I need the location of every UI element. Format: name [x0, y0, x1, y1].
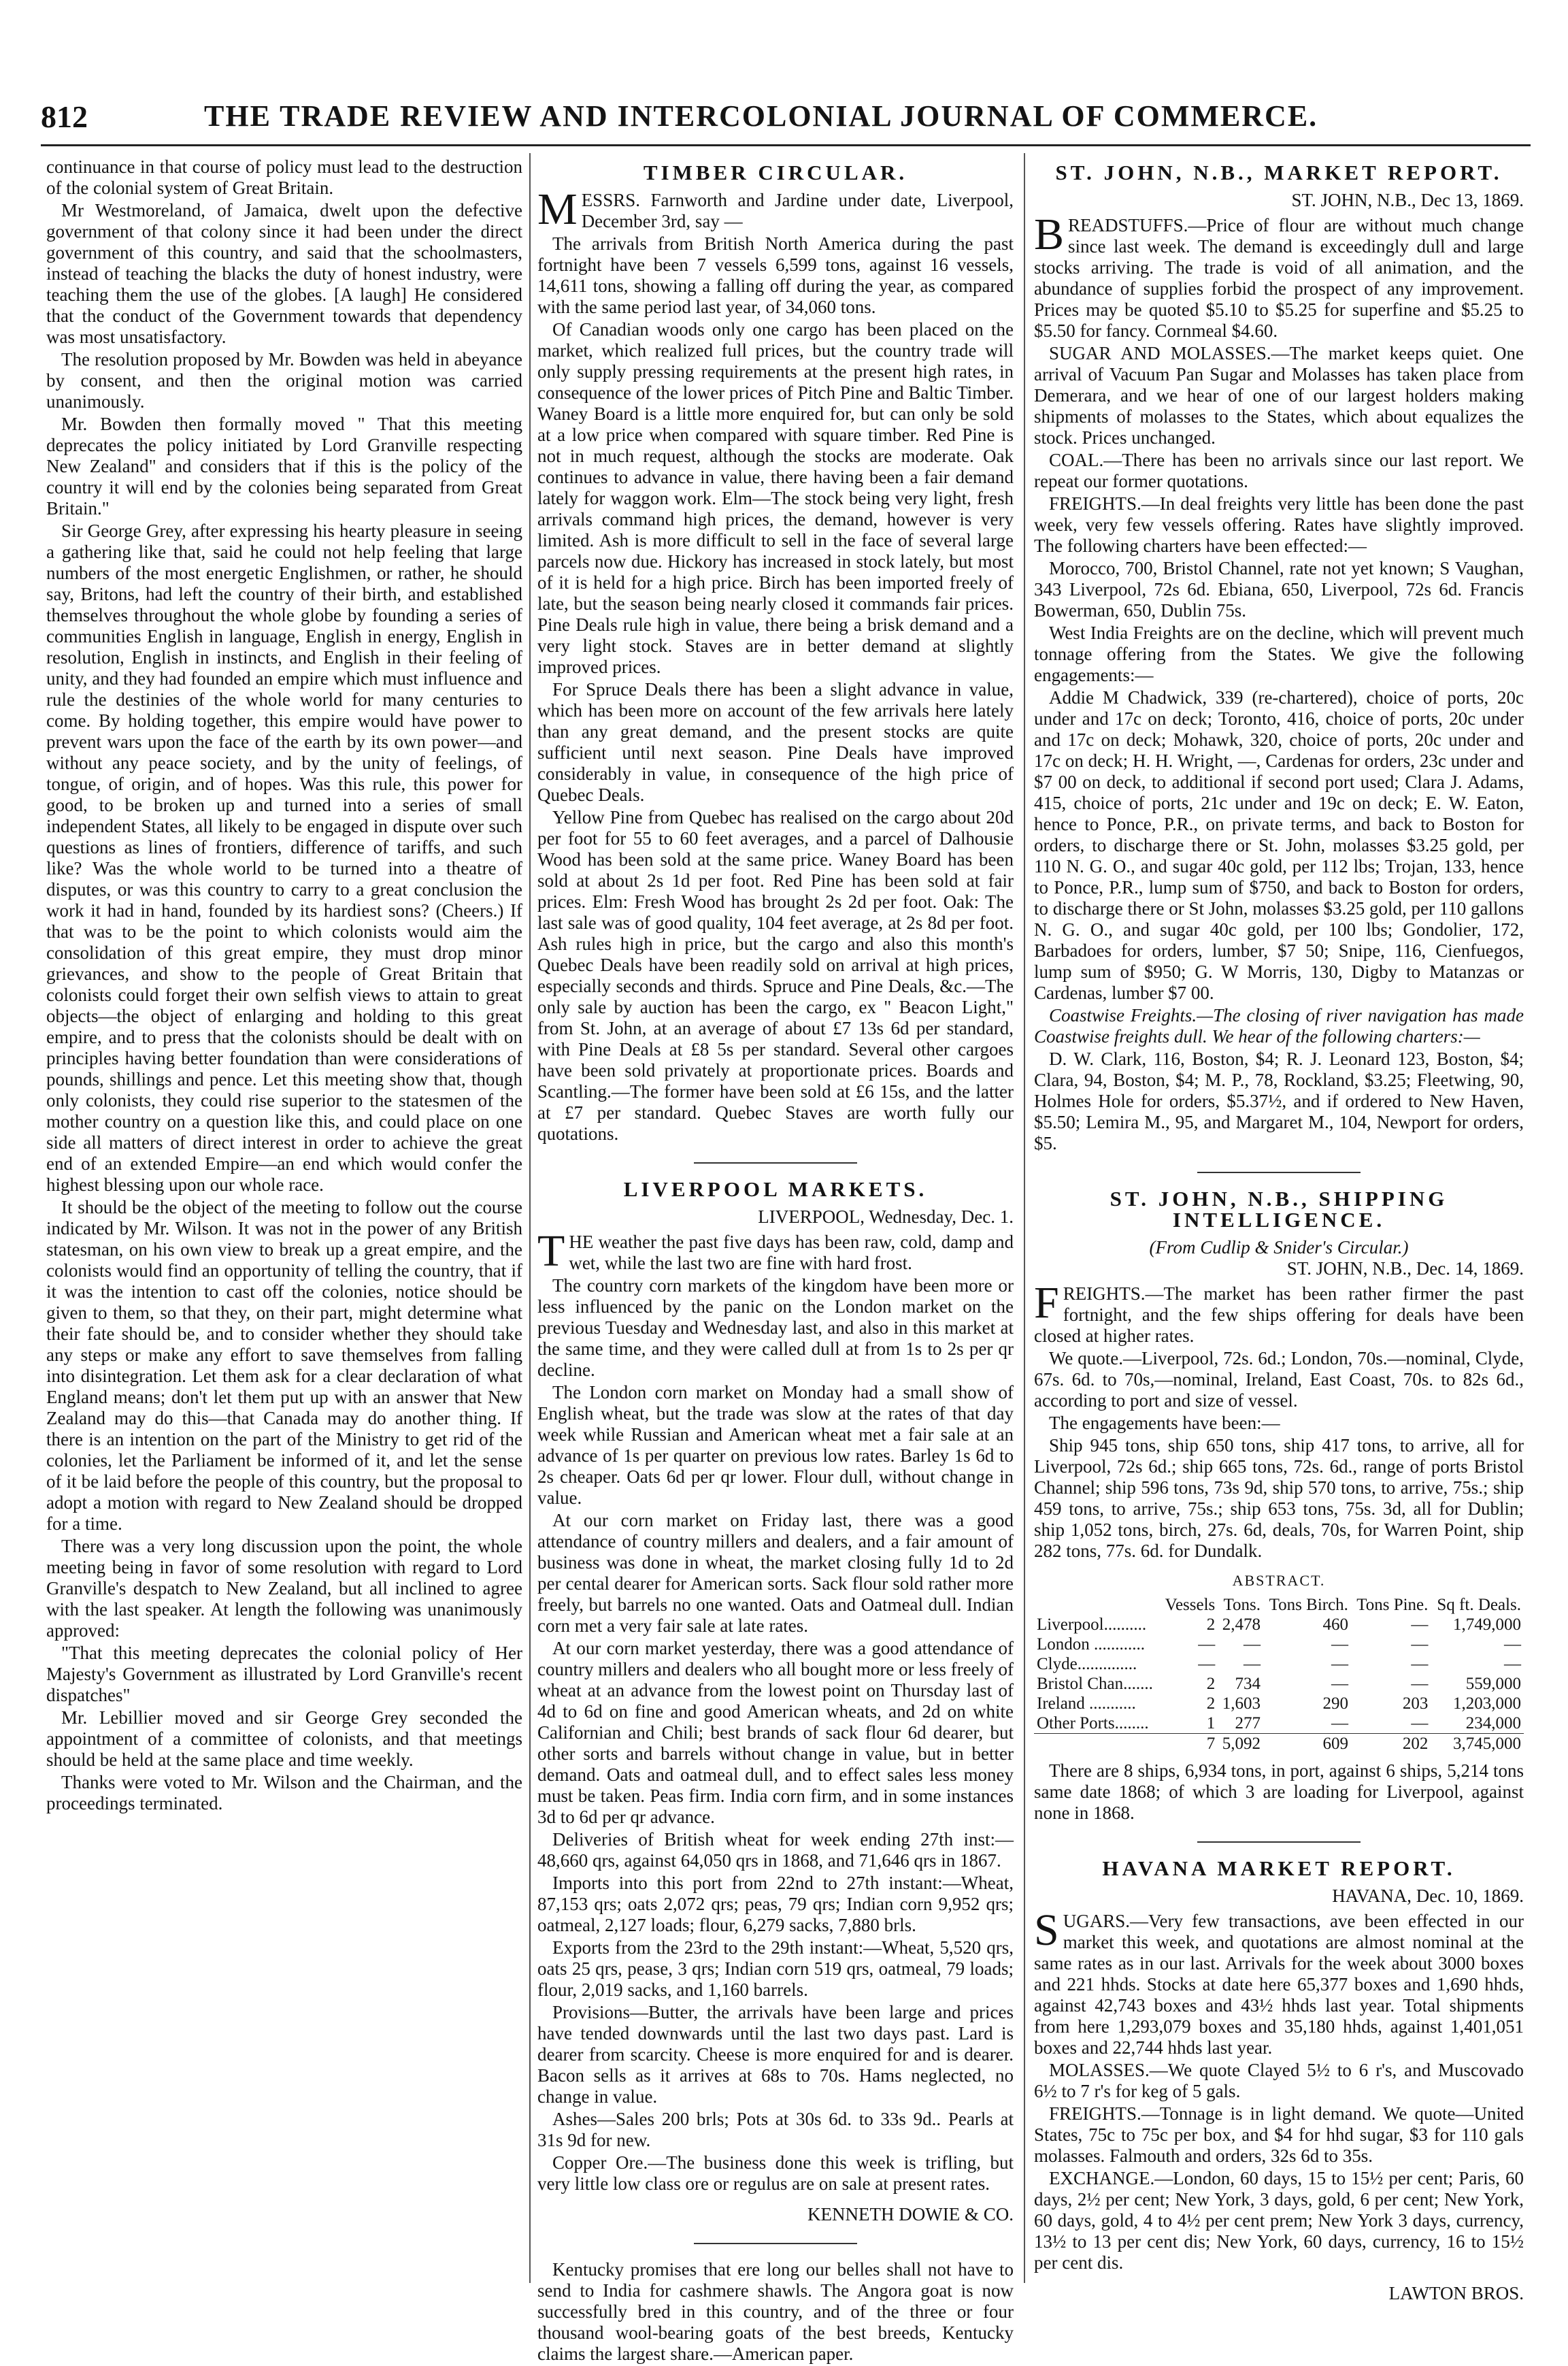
article-paragraph: Coastwise Freights.—The closing of river navigation has made Coastwise freights dull. We hear of the following charters:— — [1034, 1005, 1524, 1047]
article-paragraph: The country corn markets of the kingdom have been more or less influenced by the panic on the London market on the previous Tuesday and Wednesday last, and also in this market at the same time, and they were called dull at from 1s to 2s per qr decline. — [537, 1275, 1014, 1380]
article-paragraph: The arrivals from British North America during the past fortnight have been 7 vessels 6,599 tons, against 16 vessels, 14,611 tons, showing a falling off during the year, as compared with the same period last year, of 34,060 tons. — [537, 233, 1014, 317]
article-paragraph: D. W. Clark, 116, Boston, $4; R. J. Leonard 123, Boston, $4; Clara, 94, Boston, $4; M. P., 78, Rockland, $3.25; Fleetwing, 90, Holmes Hole for orders, $5.37½, and if ordered to New Haven, $5.50; Lemira M., 95, and Margaret M., 104, Newport for orders, $5. — [1034, 1049, 1524, 1153]
article-paragraph: The London corn market on Monday had a small show of English wheat, but the trade was slow at the rates of that day week while Russian and American wheat met a fair sale at an advance of 1s per quarter on previous low rates. Barley 1s 6d to 2s cheaper. Oats 6d per qr lower. Flour dull, without change in value. — [537, 1382, 1014, 1508]
article-paragraph: Thanks were voted to Mr. Wilson and the Chairman, and the proceedings terminated. — [46, 1772, 522, 1813]
table-row — [1034, 1634, 1524, 1654]
article-paragraph: Provisions—Butter, the arrivals have been large and prices have tended downwards until the last two days past. Lard is dearer from scarcity. Cheese is more enquired for and is dearer. Bacon sells as it arrives at 68s to 70s. Hams neglected, no change in value. — [537, 2002, 1014, 2107]
article-paragraph: Mr Westmoreland, of Jamaica, dwelt upon the defective government of that colony since it had been under the direct government of this country, and said that the schoolmasters, instead of teaching the blacks the duty of honest industry, were teaching them the use of the globes. [A laugh] He considered that the conduct of the Government towards that dependency was most unsatisfactory. — [46, 200, 522, 347]
article-paragraph: FREIGHTS.—In deal freights very little has been done the past week, very few vessels offering. Rates have slightly improved. The following charters have been effected:— — [1034, 493, 1524, 556]
dateline: ST. JOHN, N.B., Dec 13, 1869. — [1291, 190, 1524, 210]
table-cell: — — [1331, 1635, 1348, 1654]
timber-circular-heading: TIMBER CIRCULAR. — [643, 161, 908, 184]
table-cell: 734 — [1235, 1675, 1261, 1693]
article-paragraph: At our corn market yesterday, there was a good attendance of country millers and dealers who all bought more or less freely of wheat at an advance from the lowest point on Thursday last of 4d to 6d on fine and good American wheats, and 2d on white Californian and Chili; best brands of sack flour 6d dearer, but other sorts and barrels without change in value, but in better demand. Oats and oatmeal dull, and to effect sales less money must be taken. Peas firm. India corn firm, and in some instances 3d to 6d per qr advance. — [537, 1638, 1014, 1827]
article-paragraph: Of Canadian woods only one cargo has been placed on the market, which realized full prices, but the country trade will only supply pressing requirements at the present high rates, in consequence of the lower prices of Pitch Pine and Baltic Timber. Waney Board is a little more enquired for, but can only be sold at a low price when compared with square timber. Red Pine is not in much request, although the stocks are moderate. Oak continues to advance in value, there having been a fair demand lately for waggon work. Elm—The stock being very light, fresh arrivals command high prices, the demand, however is very limited. Ash is more difficult to sell in the face of several large parcels now due. Hickory has increased in stock lately, but most of it is held for a high price. Birch has been imported freely of late, but the season being nearly closed it commands fair prices. Pine Deals rule high in value, there being a brisk demand and a very light stock. Staves are in better demand at slightly improved prices. — [537, 319, 1014, 677]
table-cell: 1 — [1206, 1714, 1216, 1732]
section-separator — [1197, 1841, 1361, 1843]
dateline: ST. JOHN, N.B., Dec. 14, 1869. — [1286, 1258, 1524, 1279]
table-cell: — — [1198, 1655, 1216, 1673]
table-cell: 559,000 — [1465, 1675, 1521, 1693]
liverpool-markets-heading: LIVERPOOL MARKETS. — [623, 1177, 928, 1201]
article-paragraph: Morocco, 700, Bristol Channel, rate not yet known; S Vaughan, 343 Liverpool, 72s 6d. Ebiana, 650, Liverpool, 72s 6d. Francis Bowerman, 650, Dublin 75s. — [1034, 558, 1524, 621]
article-paragraph: FREIGHTS.—Tonnage is in light demand. We quote—United States, 75c to 75c per box, and $4 for hhd sugar, $3 for 110 gals molasses. Falmouth and orders, 32s 6d to 35s. — [1034, 2103, 1524, 2166]
article-paragraph: FREIGHTS.—The market has been rather firmer the past fortnight, and the few ships offering for deals have been closed at higher rates. — [1034, 1278, 1524, 1346]
table-row — [1034, 1654, 1524, 1674]
article-paragraph: Sir George Grey, after expressing his hearty pleasure in seeing a gathering like that, said he could not help feeling that large numbers of the most energetic Englishmen, or rather, he should say, Britons, had left the country of their birth, and established themselves throughout the whole globe by founding a series of communities English in language, English in energy, English in resolution, English in instincts, and English in their feeling of unity, and they had founded an empire which must influence and rule the destinies of the whole world for many centuries to come. By holding together, this empire would have power to prevent wars upon the face of the earth by its own power—and without any peace society, and by the unity of feelings, of tongue, of origin, and of hopes. Was this rule, this power for good, to be broken up and turned into a series of small independent States, all likely to be engaged in dispute over such questions as lines of frontiers, difference of tariffs, and such like? Was the whole world to be turned into a theatre of disputes, or was this country to carry to a great conclusion the work it had in hand, founded by its hardiest sons? (Cheers.) If that was to be the point to which colonists would aim the consolidation of this great empire, they must drop minor grievances, and show to the people of Great Britain that colonists could forget their own selfish views to attain to great objects—the object of enlarging and holding to this great empire, and to press that the colonists should be dealt with on principles having better foundation than were considerations of pounds, shillings and pence. Let this meeting show that, though only colonists, they could rise superior to the statesmen of the mother country on a question like this, and could place on one side all matters of direct interest in order to achieve the great end of an extended Empire—an end which would confer the highest blessing upon our whole race. — [46, 521, 522, 1195]
page-header — [41, 99, 1531, 146]
signature: LAWTON BROS. — [1388, 2283, 1524, 2303]
table-cell: 609 — [1263, 1734, 1351, 1754]
subheading: (From Cudlip & Snider's Circular.) — [1149, 1237, 1409, 1258]
article-paragraph: MOLASSES.—We quote Clayed 5½ to 6 r's, and Muscovado 6½ to 7 r's for keg of 5 gals. — [1034, 2060, 1524, 2101]
table-cell: 5,092 — [1218, 1734, 1263, 1754]
article-paragraph: The engagements have been:— — [1049, 1413, 1280, 1433]
table-header-cell: Tons. — [1223, 1596, 1261, 1614]
signature: KENNETH DOWIE & CO. — [807, 2204, 1014, 2224]
table-header-cell: Tons Pine. — [1356, 1596, 1429, 1614]
table-cell: — — [1331, 1714, 1348, 1732]
table-cell: 2 — [1206, 1615, 1216, 1634]
table-header-cell: Sq ft. Deals. — [1437, 1596, 1521, 1614]
table-cell: — — [1504, 1655, 1521, 1673]
article-paragraph: The resolution proposed by Mr. Bowden was held in abeyance by consent, and then the original motion was carried unanimously. — [46, 349, 522, 412]
article-paragraph: Addie M Chadwick, 339 (re-chartered), choice of ports, 20c under and 17c on deck; Toronto, 416, choice of ports, 20c under and 17c on deck; Mohawk, 320, choice of ports, 20c under and 17c on deck; H. H. Wright, —, Cardenas for orders, 23c under and $7 00 on deck, to additional if second port used; Clara J. Adams, 415, choice of ports, 21c under and 19c on deck; E. W. Eaton, hence to Ponce, P.R., on private terms, and back to Boston for orders, to discharge there or St. John, molasses $3.25 gold, per 110 N. G. O., and sugar 40c gold, per 112 lbs; Trojan, 133, hence to Ponce, P.R., lump sum of $750, and back to Boston for orders, to discharge there or St John, molasses $3.25 gold, per 110 gallons N. G. O., and sugar 40c gold, per 100 lbs; Gondolier, 172, Barbadoes for orders, lumber, $7 50; Snipe, 116, Cienfuegos, lump sum of $950; G. W Morris, 130, Digby to Matanzas or Cardenas, lumber $7 00. — [1034, 687, 1524, 1003]
dateline: LIVERPOOL, Wednesday, Dec. 1. — [758, 1206, 1014, 1227]
table-cell: 2,478 — [1222, 1615, 1261, 1634]
stjohn-market-heading: ST. JOHN, N.B., MARKET REPORT. — [1055, 161, 1503, 184]
table-cell: — — [1331, 1675, 1348, 1693]
table-cell: — — [1411, 1635, 1429, 1654]
article-paragraph: Ashes—Sales 200 brls; Pots at 30s 6d. to 33s 9d.. Pearls at 31s 9d for new. — [537, 2109, 1014, 2150]
table-cell: — — [1411, 1714, 1429, 1732]
article-paragraph: For Spruce Deals there has been a slight advance in value, which has been more on account of the few arrivals here lately than any great demand, and the present stocks are quite sufficient until next season. Pine Deals have improved considerably in value, in consequence of the high price of Quebec Deals. — [537, 679, 1014, 805]
article-paragraph: We quote.—Liverpool, 72s. 6d.; London, 70s.—nominal, Clyde, 67s. 6d. to 70s,—nominal, Ireland, East Coast, 70s. to 82s 6d., according to port and size of vessel. — [1034, 1348, 1524, 1411]
article-paragraph: COAL.—There has been no arrivals since our last report. We repeat our former quotations. — [1034, 450, 1524, 491]
table-cell: — — [1331, 1655, 1348, 1673]
article-paragraph: SUGAR AND MOLASSES.—The market keeps quiet. One arrival of Vacuum Pan Sugar and Molasses has taken place from Demerara, and we hear of one of our largest holders making shipments of molasses to the States, which about equalizes the stock. Prices unchanged. — [1034, 343, 1524, 448]
havana-market-heading: HAVANA MARKET REPORT. — [1102, 1856, 1456, 1880]
table-cell: 7 — [1161, 1734, 1218, 1754]
article-paragraph: West India Freights are on the decline, which will prevent much tonnage offering from the States. We give the following engagements:— — [1034, 623, 1524, 685]
table-row — [1034, 1674, 1524, 1694]
table-cell: 203 — [1402, 1694, 1429, 1713]
table-cell: Bristol Chan....... — [1037, 1675, 1153, 1693]
article-paragraph: Imports into this port from 22nd to 27th instant:—Wheat, 87,153 qrs; oats 2,072 qrs; peas, 79 qrs; Indian corn 9,952 qrs; oatmeal, 2,127 loads; flour, 6,279 sacks, 7,880 brls. — [537, 1873, 1014, 1935]
table-cell: 2 — [1206, 1694, 1216, 1713]
header-rule — [41, 144, 1531, 146]
column-divider — [529, 153, 531, 2283]
table-row — [1034, 1713, 1524, 1734]
article-paragraph: Yellow Pine from Quebec has realised on the cargo about 20d per foot for 55 to 60 feet averages, and a parcel of Dalhousie Wood has been sold at the same price. Waney Board has been sold at about 2s 1d per foot. Red Pine has been sold at fair prices. Elm: Fresh Wood has brought 2s 2d per foot. Oak: The last sale was of good quality, 104 feet average, at 2s 8d per foot. Ash rules high in price, but the cargo and also this month's Quebec Deals have been readily sold on arrival at high prices, especially seconds and thirds. Spruce and Pine Deals, &c.—The only sale by auction has been the cargo, ex " Beacon Light," from St. John, at an average of about £7 13s 6d per standard, with Pine Deals at £8 5s per standard. Several other cargoes have been sold privately at proportionate prices. Boards and Scantling.—The former have been sold at £6 15s, and the latter at £7 per standard. Quebec Staves are worth fully our quotations. — [537, 807, 1014, 1144]
article-paragraph: Deliveries of British wheat for week ending 27th inst:—48,660 qrs, against 64,050 qrs in 1868, and 71,646 qrs in 1867. — [537, 1829, 1014, 1871]
table-cell: 1,203,000 — [1453, 1694, 1521, 1713]
article-paragraph: There was a very long discussion upon the point, the whole meeting being in favor of some resolution with regard to Lord Granville's despatch to New Zealand, but all inclined to agree with the last speaker. At length the following was unanimously approved: — [46, 1536, 522, 1641]
section-separator — [1197, 1172, 1361, 1173]
column-1 — [46, 157, 522, 1815]
table-cell: — — [1411, 1615, 1429, 1634]
table-cell: — — [1411, 1655, 1429, 1673]
dateline: HAVANA, Dec. 10, 1869. — [1332, 1886, 1524, 1906]
table-cell: 460 — [1322, 1615, 1348, 1634]
table-cell: — — [1243, 1655, 1261, 1673]
table-cell: Ireland ........... — [1037, 1694, 1136, 1713]
column-3 — [1034, 157, 1524, 2304]
abstract-title: ABSTRACT. — [1232, 1572, 1326, 1589]
table-cell: 290 — [1322, 1694, 1348, 1713]
running-title: THE TRADE REVIEW AND INTERCOLONIAL JOURNAL OF COMMERCE. — [204, 99, 1318, 133]
article-paragraph: BREADSTUFFS.—Price of flour are without much change since last week. The demand is exceedingly dull and large stocks arriving. The trade is void of all animation, and the abundance of supplies forbid the prospect of any improvement. Prices may be quoted $5.10 to $5.25 for superfine and $5.25 to $5.50 for fancy. Cornmeal $4.60. — [1034, 210, 1524, 341]
shipping-intelligence-heading: ST. JOHN, N.B., SHIPPING INTELLIGENCE. — [1110, 1187, 1448, 1232]
table-cell: 202 — [1351, 1734, 1431, 1754]
section-separator — [694, 1162, 857, 1164]
abstract-table — [1034, 1595, 1524, 1754]
table-cell: — — [1198, 1635, 1216, 1654]
page-number: 812 — [41, 99, 88, 134]
article-paragraph: Ship 945 tons, ship 650 tons, ship 417 tons, to arrive, all for Liverpool, 72s 6d.; ship 665 tons, 72s. 6d., range of ports Bristol Channel; ship 596 tons, 73s 9d, ship 570 tons, to arrive, 75s.; ship 459 tons, to arrive, 75s.; ship 653 tons, 75s. 3d, all for Dublin; ship 1,052 tons, birch, 27s. 6d, deals, 70s, for Warren Point, ship 282 tons, 77s. 6d. for Dundalk. — [1034, 1435, 1524, 1561]
table-cell: Liverpool.......... — [1037, 1615, 1147, 1634]
article-paragraph: At our corn market on Friday last, there was a good attendance of country millers and dealers, and a fair amount of business was done in wheat, the market closing fully 1d to 2d per cental dearer for American sorts. Sack flour sold rather more freely, but barrels no one wanted. Oats and Oatmeal dull. Indian corn met a very fair sale at late rates. — [537, 1510, 1014, 1636]
table-header-cell — [1034, 1595, 1161, 1615]
article-paragraph: "That this meeting deprecates the colonial policy of Her Majesty's Government as illustrated by Lord Granville's recent dispatches" — [46, 1643, 522, 1705]
article-paragraph: It should be the object of the meeting to follow out the course indicated by Mr. Wilson. It was not in the power of any British statesman, on his own view to break up a great empire, and the colonists would find an opportunity of telling the country, that if it was the intention to cast off the colonies, notice should be given to them, so that they, on their part, might determine what their fate should be, and to consider whether they should take any steps or make any effort to save themselves from falling into disintegration. Let them ask for a clear declaration of what England means; don't let them put up with an answer that New Zealand may do this—that Canada may do another thing. If there is an intention on the part of the Ministry to get rid of the colonies, let the Parliament be informed of it, and let the sense of it be laid before the people of this country, but the proposal to adopt a motion with regard to New Zealand should be dropped for a time. — [46, 1197, 522, 1534]
table-cell: — — [1411, 1675, 1429, 1693]
table-cell: 277 — [1235, 1714, 1261, 1732]
table-cell: — — [1504, 1635, 1521, 1654]
article-paragraph: continuance in that course of policy must lead to the destruction of the colonial system of Great Britain. — [46, 157, 522, 198]
table-cell: 1,749,000 — [1453, 1615, 1521, 1634]
article-paragraph: Exports from the 23rd to the 29th instant:—Wheat, 5,520 qrs, oats 25 qrs, pease, 3 qrs; Indian corn 519 qrs, oatmeal, 79 loads; flour, 2,019 sacks, and 1,160 barrels. — [537, 1937, 1014, 2000]
kentucky-note: Kentucky promises that ere long our belles shall not have to send to India for cashmere shawls. The Angora goat is now successfully bred in this country, and of the three or four thousand wool-bearing goats of the best breeds, Kentucky claims the largest share.—American paper. — [537, 2259, 1014, 2364]
table-cell: — — [1243, 1635, 1261, 1654]
section-separator — [694, 2243, 857, 2244]
table-cell: 2 — [1206, 1675, 1216, 1693]
table-row — [1034, 1615, 1524, 1634]
table-cell: 3,745,000 — [1431, 1734, 1524, 1754]
table-header-row — [1034, 1595, 1524, 1615]
article-paragraph: MESSRS. Farnworth and Jardine under date, Liverpool, December 3rd, say — — [537, 184, 1014, 234]
article-paragraph: SUGARS.—Very few transactions, ave been effected in our market this week, and quotations are almost nominal at the same rates as in our last. Arrivals for the week about 3000 boxes and 221 hhds. Stocks at date here 65,377 boxes and 1,690 hhds, against 42,743 boxes and 43½ hhds last year. Total shipments from here 1,293,079 boxes and 35,180 hhds, against 1,401,051 boxes and 22,744 hhds last year. — [1034, 1905, 1524, 2058]
table-cell: Clyde.............. — [1037, 1655, 1137, 1673]
article-paragraph: THE weather the past five days has been raw, cold, damp and wet, while the last two are fine with hard frost. — [537, 1226, 1014, 1276]
article-paragraph: Mr. Bowden then formally moved " That this meeting deprecates the policy initiated by Lord Granville respecting New Zealand" and considers that if this is the policy of the country it will end by the colonies being separated from Great Britain." — [46, 414, 522, 519]
table-cell: 1,603 — [1222, 1694, 1261, 1713]
column-divider — [1024, 153, 1025, 2283]
table-cell: 234,000 — [1465, 1714, 1521, 1732]
table-header-cell: Vessels — [1165, 1596, 1216, 1614]
table-cell: London ............ — [1037, 1635, 1146, 1654]
table-cell — [1034, 1734, 1161, 1754]
article-paragraph: EXCHANGE.—London, 60 days, 15 to 15½ per cent; Paris, 60 days, 2½ per cent; New York, 3 days, gold, 6 per cent; New York, 60 days, gold, 4 to 4½ per cent prem; New York 3 days, currency, 13½ to 13 per cent dis; New York, 60 days, currency, 16 to 15½ per cent dis. — [1034, 2168, 1524, 2273]
article-paragraph: Copper Ore.—The business done this week is trifling, but very little low class ore or regulus are on sale at present rates. — [537, 2152, 1014, 2194]
table-header-cell: Tons Birch. — [1269, 1596, 1348, 1614]
article-paragraph: There are 8 ships, 6,934 tons, in port, against 6 ships, 5,214 tons same date 1868; of which 3 are loading for Liverpool, against none in 1868. — [1034, 1760, 1524, 1823]
table-total-row — [1034, 1734, 1524, 1754]
table-cell: Other Ports........ — [1037, 1714, 1149, 1732]
article-paragraph: Mr. Lebillier moved and sir George Grey seconded the appointment of a committee of colonists, and that meetings should be held at the same place and time weekly. — [46, 1707, 522, 1770]
column-2 — [537, 157, 1014, 2366]
table-row — [1034, 1694, 1524, 1713]
